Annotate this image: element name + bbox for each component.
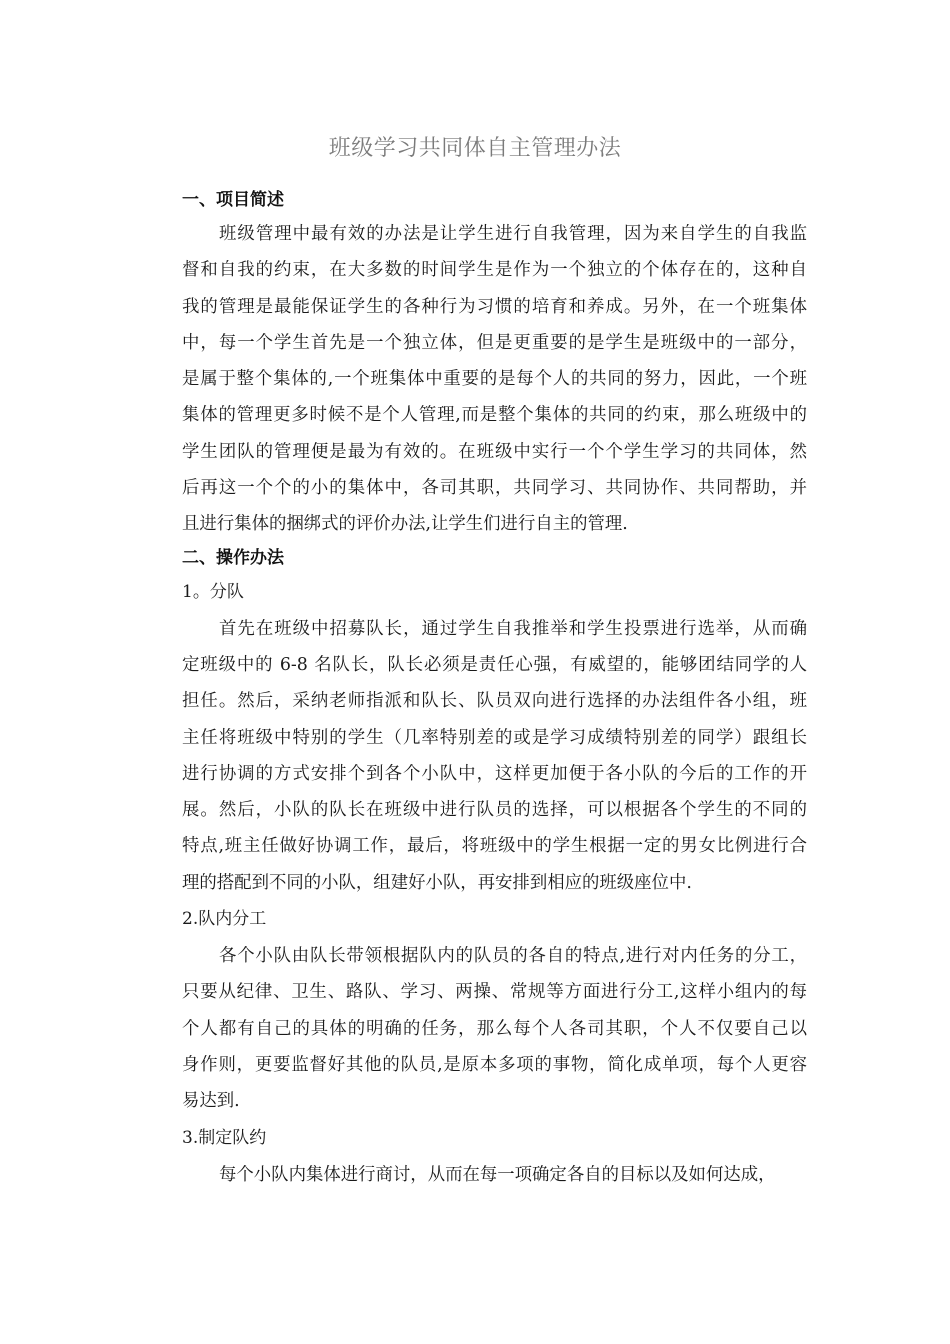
text-line: 是属于整个集体的,一个班集体中重要的是每个人的共同的努力，因此，一个班 bbox=[182, 369, 807, 390]
text-line: 且进行集体的捆绑式的评价办法,让学生们进行自主的管理. bbox=[182, 514, 628, 535]
text-line: 每个小队内集体进行商讨，从而在每一项确定各自的目标以及如何达成， bbox=[219, 1164, 776, 1185]
text-line: 主任将班级中特别的学生（几率特别差的或是学习成绩特别差的同学）跟组长 bbox=[182, 727, 807, 748]
text-line: 进行协调的方式安排个到各个小队中，这样更加便于各小队的今后的工作的开 bbox=[182, 763, 807, 784]
document-body bbox=[145, 185, 807, 1193]
text-line: 展。然后，小队的队长在班级中进行队员的选择，可以根据各个学生的不同的 bbox=[182, 800, 807, 821]
text-line: 学生团队的管理便是最为有效的。在班级中实行一个个学生学习的共同体，然 bbox=[182, 441, 807, 462]
text-line: 首先在班级中招募队长，通过学生自我推举和学生投票进行选举，从而确 bbox=[219, 618, 807, 639]
text-line: 后再这一个个的小的集体中，各司其职，共同学习、共同协作、共同帮助，并 bbox=[182, 478, 807, 499]
text-line: 各个小队由队长带领根据队内的队员的各自的特点,进行对内任务的分工， bbox=[219, 946, 807, 967]
paragraph-division bbox=[145, 938, 807, 1119]
paragraph-overview bbox=[145, 216, 807, 543]
paragraph-agreement bbox=[145, 1157, 807, 1193]
text-line: 身作则，更要监督好其他的队员,是原本多项的事物，简化成单项，每个人更容 bbox=[182, 1054, 807, 1075]
subheading-grouping: 1。分队 bbox=[182, 581, 244, 602]
text-line: 中，每一个学生首先是一个独立体，但是更重要的是学生是班级中的一部分， bbox=[182, 332, 807, 353]
text-line: 我的管理是最能保证学生的各种行为习惯的培育和养成。另外，在一个班集体 bbox=[182, 296, 807, 317]
document-title: 班级学习共同体自主管理办法 bbox=[328, 136, 622, 161]
text-line: 定班级中的 6-8 名队长，队长必须是责任心强，有威望的，能够团结同学的人 bbox=[182, 654, 807, 675]
section-heading-overview: 一、项目简述 bbox=[182, 190, 284, 210]
text-line: 个人都有自己的具体的明确的任务，那么每个人各司其职，个人不仅要自己以 bbox=[182, 1018, 807, 1039]
paragraph-grouping bbox=[145, 611, 807, 901]
text-line: 督和自我的约束，在大多数的时间学生是作为一个独立的个体存在的，这种自 bbox=[182, 260, 807, 281]
text-line: 理的搭配到不同的小队，组建好小队，再安排到相应的班级座位中. bbox=[182, 872, 692, 893]
text-line: 担任。然后，采纳老师指派和队长、队员双向进行选择的办法组件各小组，班 bbox=[182, 691, 807, 712]
subheading-division: 2.队内分工 bbox=[182, 909, 267, 930]
section-heading-operation: 二、操作办法 bbox=[182, 547, 284, 568]
text-line: 班级管理中最有效的办法是让学生进行自我管理，因为来自学生的自我监 bbox=[219, 224, 807, 244]
text-line: 只要从纪律、卫生、路队、学习、两操、常规等方面进行分工,这样小组内的每 bbox=[182, 982, 807, 1003]
subheading-agreement: 3.制定队约 bbox=[182, 1127, 267, 1148]
text-line: 集体的管理更多时候不是个人管理,而是整个集体的共同的约束，那么班级中的 bbox=[182, 405, 807, 426]
text-line: 易达到. bbox=[182, 1091, 240, 1112]
text-line: 特点,班主任做好协调工作，最后，将班级中的学生根据一定的男女比例进行合 bbox=[182, 836, 807, 857]
